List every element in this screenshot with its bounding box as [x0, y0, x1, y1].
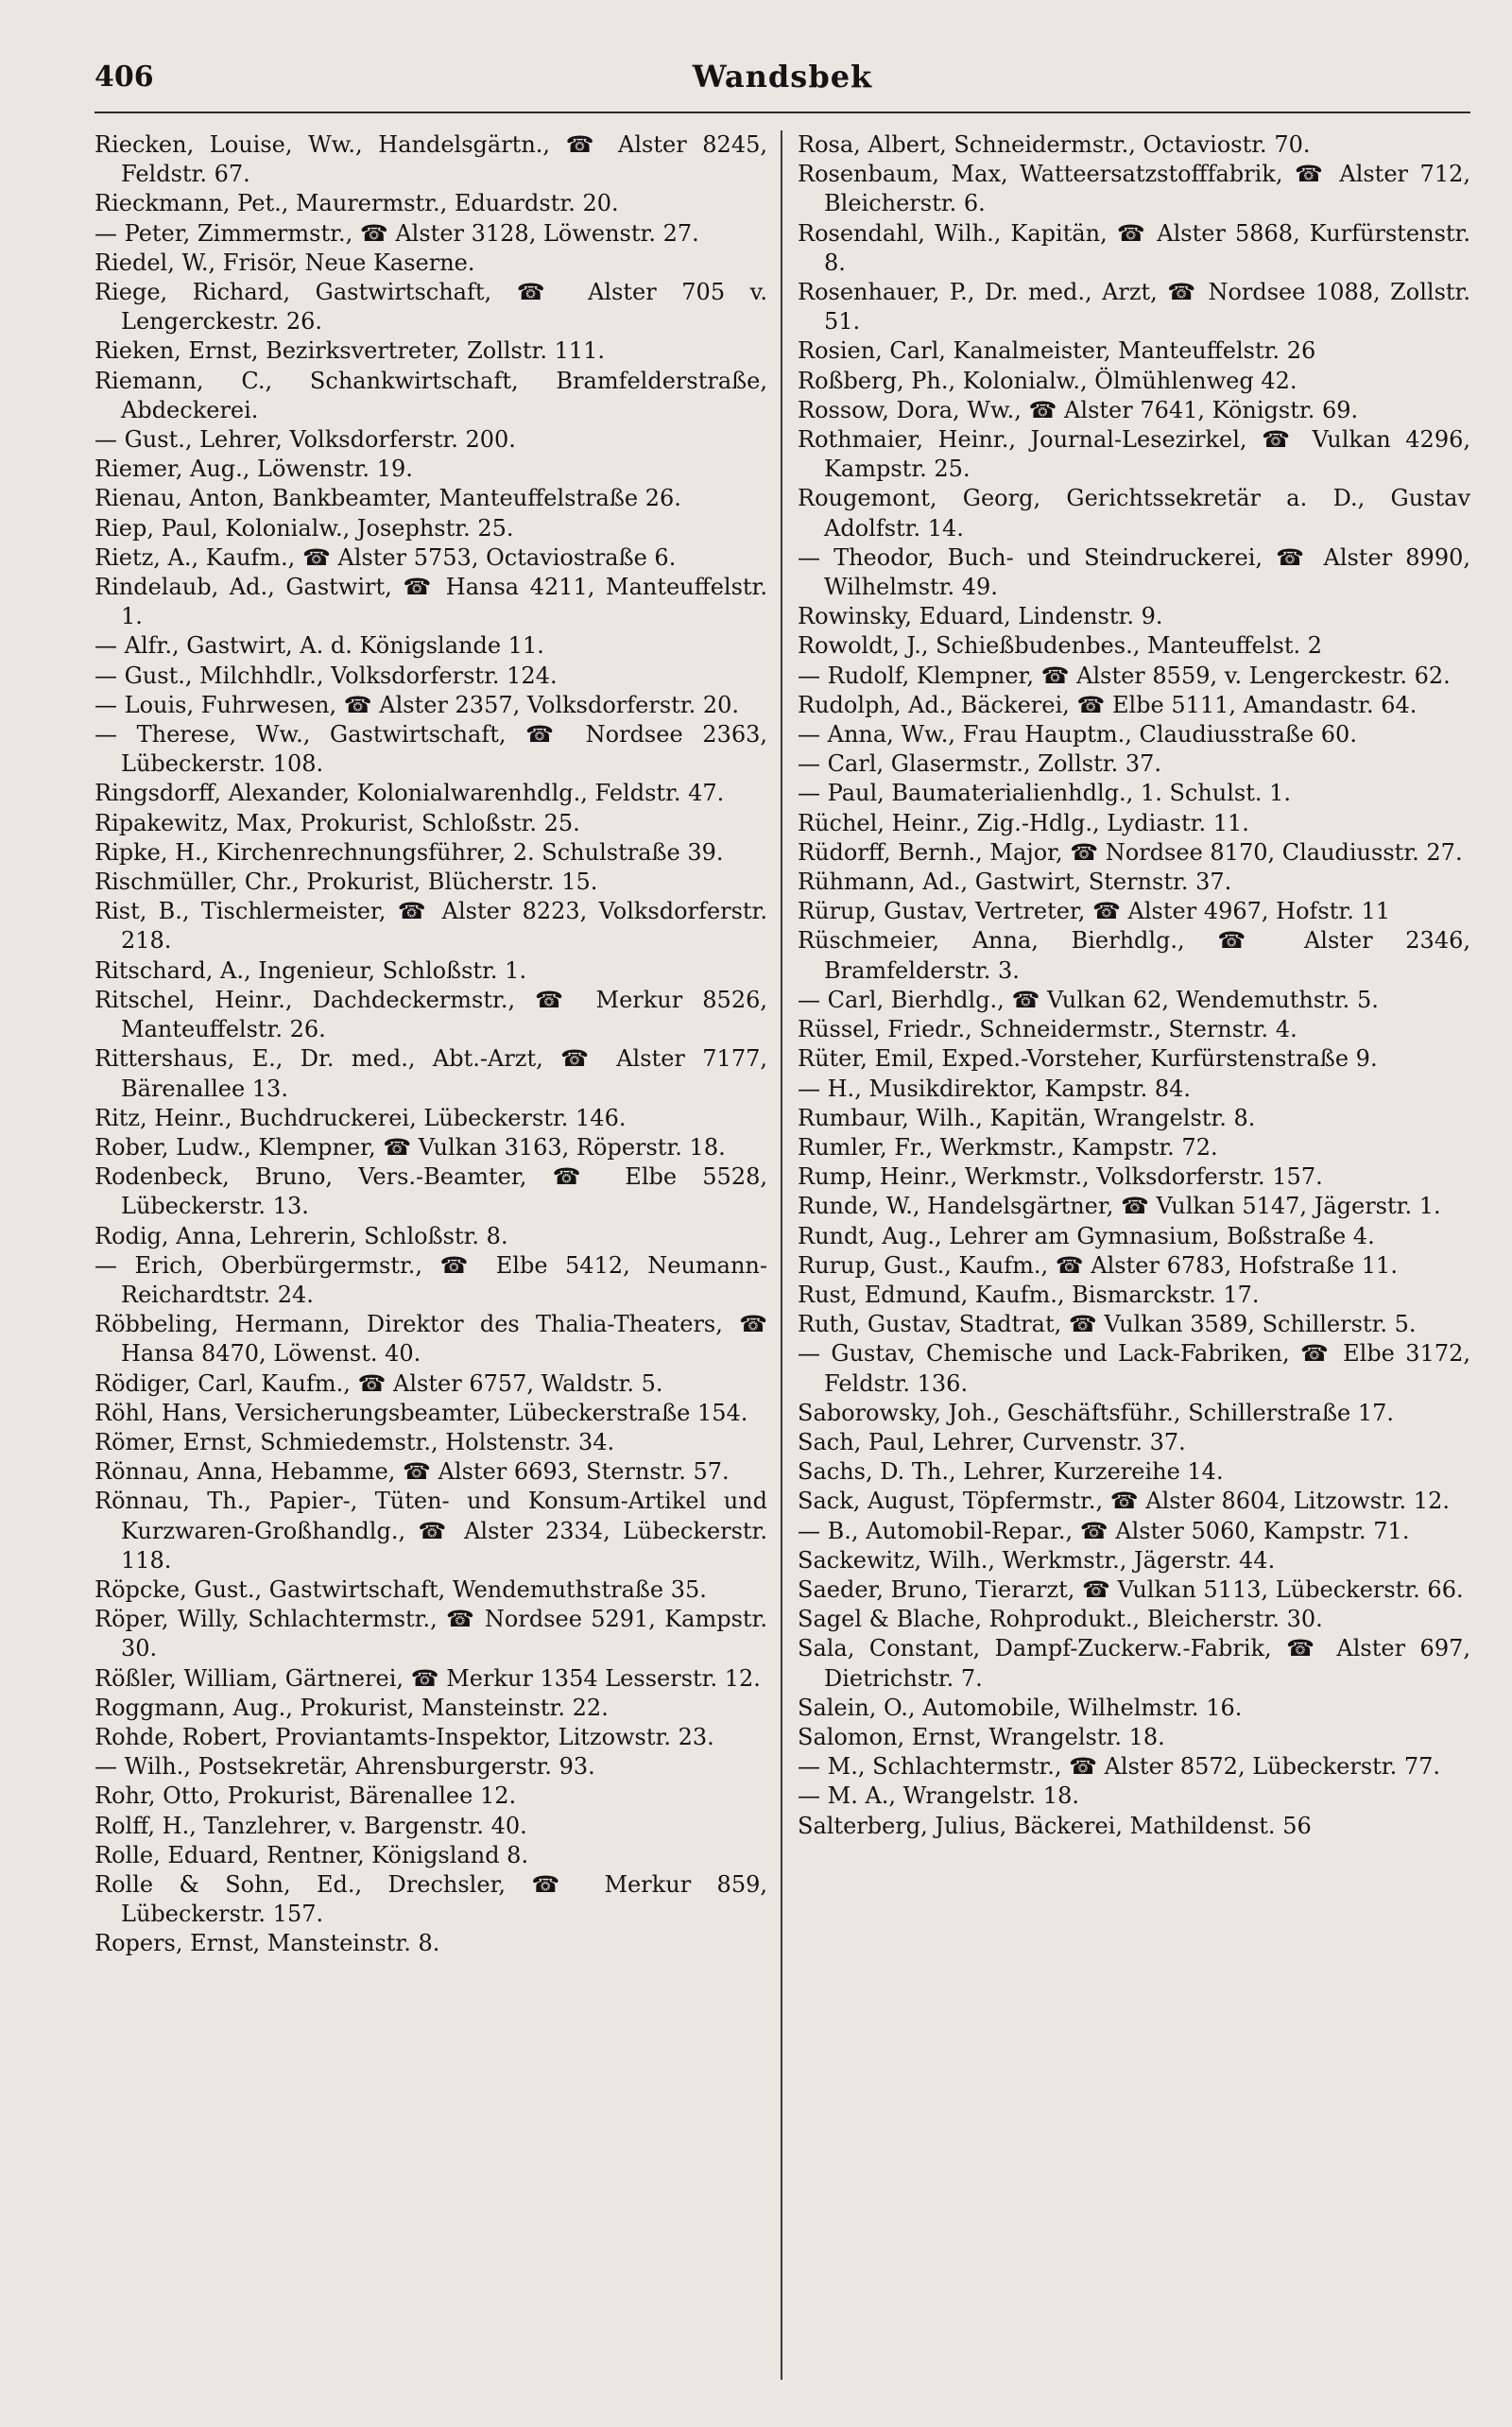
directory-entry: Sach, Paul, Lehrer, Curvenstr. 37. [798, 1428, 1186, 1455]
directory-entry: Rühmann, Ad., Gastwirt, Sternstr. 37. [798, 869, 1232, 896]
left-column [94, 130, 767, 2399]
directory-entry: Rodenbeck, Bruno, Vers.-Beamter, ☎ Elbe 5528, Lübeckerstr. 13. [94, 1163, 767, 1220]
directory-entry: — Carl, Glasermstr., Zollstr. 37. [798, 750, 1161, 778]
directory-entry: Rossow, Dora, Ww., ☎ Alster 7641, Königstr. 69. [798, 396, 1359, 423]
directory-entry: Rindelaub, Ad., Gastwirt, ☎ Hansa 4211, Manteuffelstr. 1. [94, 574, 767, 630]
directory-entry: — Peter, Zimmermstr., ☎ Alster 3128, Löwenstr. 27. [94, 219, 699, 247]
directory-entry: — Paul, Baumaterialienhdlg., 1. Schulst. 1. [798, 780, 1292, 807]
directory-entry: Rowoldt, J., Schießbudenbes., Manteuffelst. 2 [798, 632, 1323, 660]
directory-entry: Rittershaus, E., Dr. med., Abt.-Arzt, ☎ Alster 7177, Bärenallee 13. [94, 1045, 767, 1102]
directory-entry: Römer, Ernst, Schmiedemstr., Holstenstr. 34. [94, 1428, 615, 1455]
directory-entry: Sachs, D. Th., Lehrer, Kurzereihe 14. [798, 1458, 1224, 1486]
directory-entry: Riemann, C., Schankwirtschaft, Bramfelderstraße, Abdeckerei. [94, 367, 767, 423]
directory-entry: Rurup, Gust., Kaufm., ☎ Alster 6783, Hofstraße 11. [798, 1251, 1398, 1279]
directory-entry: Rowinsky, Eduard, Lindenstr. 9. [798, 603, 1163, 630]
directory-entry: Rieken, Ernst, Bezirksvertreter, Zollstr. 111. [94, 337, 606, 365]
directory-entry: Rödiger, Carl, Kaufm., ☎ Alster 6757, Waldstr. 5. [94, 1369, 663, 1397]
directory-entry: Salomon, Ernst, Wrangelstr. 18. [798, 1723, 1165, 1750]
directory-entry: Rundt, Aug., Lehrer am Gymnasium, Boßstraße 4. [798, 1222, 1375, 1249]
directory-entry: Ropers, Ernst, Mansteinstr. 8. [94, 1930, 440, 1957]
directory-entry: — Louis, Fuhrwesen, ☎ Alster 2357, Volksdorferstr. 20. [94, 691, 740, 718]
directory-entry: Rougemont, Georg, Gerichtssekretär a. D., Gustav Adolfstr. 14. [798, 485, 1470, 542]
directory-entry: Rosa, Albert, Schneidermstr., Octaviostr. 70. [798, 131, 1311, 158]
directory-entry: Rüdorff, Bernh., Major, ☎ Nordsee 8170, Claudiusstr. 27. [798, 838, 1463, 866]
directory-entry: — Carl, Bierhdlg., ☎ Vulkan 62, Wendemuthstr. 5. [798, 986, 1379, 1013]
directory-entry: — Therese, Ww., Gastwirtschaft, ☎ Nordsee 2363, Lübeckerstr. 108. [94, 721, 767, 778]
directory-entry: Rüschmeier, Anna, Bierhdlg., ☎ Alster 2346, Bramfelderstr. 3. [798, 927, 1470, 984]
directory-entry: Röpcke, Gust., Gastwirtschaft, Wendemuthstraße 35. [94, 1575, 707, 1603]
directory-entry: — Gustav, Chemische und Lack-Fabriken, ☎ Elbe 3172, Feldstr. 136. [798, 1340, 1470, 1397]
directory-entry: Rober, Ludw., Klempner, ☎ Vulkan 3163, Röperstr. 18. [94, 1133, 726, 1161]
directory-entry: Saborowsky, Joh., Geschäftsführ., Schillerstraße 17. [798, 1399, 1395, 1426]
directory-entry: Rüter, Emil, Exped.-Vorsteher, Kurfürstenstraße 9. [798, 1045, 1378, 1073]
directory-entry: Rumbaur, Wilh., Kapitän, Wrangelstr. 8. [798, 1104, 1256, 1131]
directory-entry: Ripke, H., Kirchenrechnungsführer, 2. Schulstraße 39. [94, 838, 724, 866]
directory-columns [94, 130, 1470, 2399]
directory-entry: Rönnau, Th., Papier-, Tüten- und Konsum-Artikel und Kurzwaren-Großhandlg., ☎ Alster 2334, Lübeckerstr. 118. [94, 1488, 767, 1574]
directory-entry: Rust, Edmund, Kaufm., Bismarckstr. 17. [798, 1281, 1260, 1308]
directory-entry: Runde, W., Handelsgärtner, ☎ Vulkan 5147, Jägerstr. 1. [798, 1193, 1441, 1220]
directory-entry: Rischmüller, Chr., Prokurist, Blücherstr. 15. [94, 869, 598, 896]
directory-entry: Rieckmann, Pet., Maurermstr., Eduardstr. 20. [94, 190, 619, 217]
directory-entry: Salterberg, Julius, Bäckerei, Mathildenst. 56 [798, 1812, 1312, 1839]
directory-entry: Sagel & Blache, Rohprodukt., Bleicherstr. 30. [798, 1606, 1323, 1633]
directory-entry: Riecken, Louise, Ww., Handelsgärtn., ☎ Alster 8245, Feldstr. 67. [94, 131, 767, 188]
directory-entry: — Rudolf, Klempner, ☎ Alster 8559, v. Lengerckestr. 62. [798, 662, 1451, 689]
directory-entry: — Theodor, Buch- und Steindruckerei, ☎ Alster 8990, Wilhelmstr. 49. [798, 543, 1470, 601]
directory-entry: Ritschel, Heinr., Dachdeckermstr., ☎ Merkur 8526, Manteuffelstr. 26. [94, 986, 767, 1043]
directory-entry: Roßberg, Ph., Kolonialw., Ölmühlenweg 42. [798, 367, 1297, 394]
directory-entry: — Erich, Oberbürgermstr., ☎ Elbe 5412, Neumann-Reichardtstr. 24. [94, 1251, 767, 1308]
directory-entry: Ripakewitz, Max, Prokurist, Schloßstr. 25. [94, 809, 580, 836]
directory-entry: Sala, Constant, Dampf-Zuckerw.-Fabrik, ☎ Alster 697, Dietrichstr. 7. [798, 1635, 1470, 1692]
directory-entry: Rothmaier, Heinr., Journal-Lesezirkel, ☎ Vulkan 4296, Kampstr. 25. [798, 426, 1470, 483]
directory-entry: Riedel, W., Frisör, Neue Kaserne. [94, 249, 475, 276]
directory-entry: Rosenhauer, P., Dr. med., Arzt, ☎ Nordsee 1088, Zollstr. 51. [798, 279, 1470, 336]
directory-entry: Rürup, Gustav, Vertreter, ☎ Alster 4967, Hofstr. 11 [798, 898, 1390, 925]
directory-entry: Rodig, Anna, Lehrerin, Schloßstr. 8. [94, 1222, 508, 1249]
directory-entry: Ruth, Gustav, Stadtrat, ☎ Vulkan 3589, Schillerstr. 5. [798, 1311, 1417, 1338]
directory-entry: Rosien, Carl, Kanalmeister, Manteuffelstr. 26 [798, 337, 1316, 365]
directory-entry: Rist, B., Tischlermeister, ☎ Alster 8223, Volksdorferstr. 218. [94, 898, 767, 955]
directory-entry: — M., Schlachtermstr., ☎ Alster 8572, Lübeckerstr. 77. [798, 1753, 1441, 1781]
directory-entry: Rohde, Robert, Proviantamts-Inspektor, Litzowstr. 23. [94, 1723, 714, 1750]
directory-entry: Sack, August, Töpfermstr., ☎ Alster 8604, Litzowstr. 12. [798, 1488, 1450, 1515]
directory-entry: Rienau, Anton, Bankbeamter, Manteuffelstraße 26. [94, 485, 681, 512]
directory-entry: — Gust., Lehrer, Volksdorferstr. 200. [94, 426, 516, 454]
directory-entry: — H., Musikdirektor, Kampstr. 84. [798, 1075, 1192, 1102]
directory-entry: Riemer, Aug., Löwenstr. 19. [94, 456, 413, 483]
directory-entry: Rudolph, Ad., Bäckerei, ☎ Elbe 5111, Amandastr. 64. [798, 691, 1418, 718]
directory-entry: Rolle, Eduard, Rentner, Königsland 8. [94, 1841, 529, 1868]
directory-entry: — M. A., Wrangelstr. 18. [798, 1782, 1079, 1810]
page-header [94, 55, 1470, 113]
directory-entry: Rüchel, Heinr., Zig.-Hdlg., Lydiastr. 11. [798, 809, 1249, 836]
directory-entry: Rosendahl, Wilh., Kapitän, ☎ Alster 5868, Kurfürstenstr. 8. [798, 219, 1470, 276]
page-number: 406 [94, 60, 154, 94]
directory-entry: Röhl, Hans, Versicherungsbeamter, Lübeckerstraße 154. [94, 1399, 748, 1426]
directory-entry: Röbbeling, Hermann, Direktor des Thalia-Theaters, ☎ Hansa 8470, Löwenst. 40. [94, 1311, 767, 1368]
directory-entry: Roggmann, Aug., Prokurist, Mansteinstr. 22. [94, 1694, 609, 1721]
directory-entry: Rönnau, Anna, Hebamme, ☎ Alster 6693, Sternstr. 57. [94, 1458, 730, 1486]
directory-entry: Rietz, A., Kaufm., ☎ Alster 5753, Octaviostraße 6. [94, 543, 677, 571]
right-column [798, 130, 1470, 2399]
directory-entry: Rolle & Sohn, Ed., Drechsler, ☎ Merkur 859, Lübeckerstr. 157. [94, 1870, 767, 1928]
directory-entry: Rosenbaum, Max, Watteersatzstofffabrik, ☎ Alster 712, Bleicherstr. 6. [798, 161, 1470, 217]
directory-entry: Rump, Heinr., Werkmstr., Volksdorferstr. 157. [798, 1163, 1323, 1191]
directory-entry: — B., Automobil-Repar., ☎ Alster 5060, Kampstr. 71. [798, 1517, 1410, 1544]
column-divider [781, 130, 782, 2380]
directory-entry: — Wilh., Postsekretär, Ahrensburgerstr. 93. [94, 1753, 595, 1781]
directory-entry: Rüssel, Friedr., Schneidermstr., Sternstr. 4. [798, 1016, 1297, 1043]
directory-entry: — Gust., Milchhdlr., Volksdorferstr. 124. [94, 662, 558, 689]
running-title: Wandsbek [692, 59, 873, 95]
directory-entry: Salein, O., Automobile, Wilhelmstr. 16. [798, 1694, 1243, 1721]
directory-entry: Rolff, H., Tanzlehrer, v. Bargenstr. 40. [94, 1812, 527, 1839]
directory-entry: Röper, Willy, Schlachtermstr., ☎ Nordsee 5291, Kampstr. 30. [94, 1606, 767, 1662]
directory-entry: Sackewitz, Wilh., Werkmstr., Jägerstr. 44. [798, 1546, 1276, 1574]
directory-entry: Rumler, Fr., Werkmstr., Kampstr. 72. [798, 1133, 1218, 1161]
directory-entry: — Alfr., Gastwirt, A. d. Königslande 11. [94, 632, 544, 660]
directory-entry: Riep, Paul, Kolonialw., Josephstr. 25. [94, 514, 514, 542]
directory-entry: Riege, Richard, Gastwirtschaft, ☎ Alster 705 v. Lengerckestr. 26. [94, 279, 767, 336]
directory-entry: Saeder, Bruno, Tierarzt, ☎ Vulkan 5113, Lübeckerstr. 66. [798, 1575, 1464, 1603]
directory-entry: Ritschard, A., Ingenieur, Schloßstr. 1. [94, 956, 527, 984]
directory-entry: Rößler, William, Gärtnerei, ☎ Merkur 1354 Lesserstr. 12. [94, 1664, 761, 1692]
directory-entry: Ritz, Heinr., Buchdruckerei, Lübeckerstr. 146. [94, 1104, 627, 1131]
directory-entry: — Anna, Ww., Frau Hauptm., Claudiusstraße 60. [798, 721, 1357, 749]
directory-entry: Ringsdorff, Alexander, Kolonialwarenhdlg., Feldstr. 47. [94, 780, 725, 807]
directory-entry: Rohr, Otto, Prokurist, Bärenallee 12. [94, 1782, 517, 1810]
